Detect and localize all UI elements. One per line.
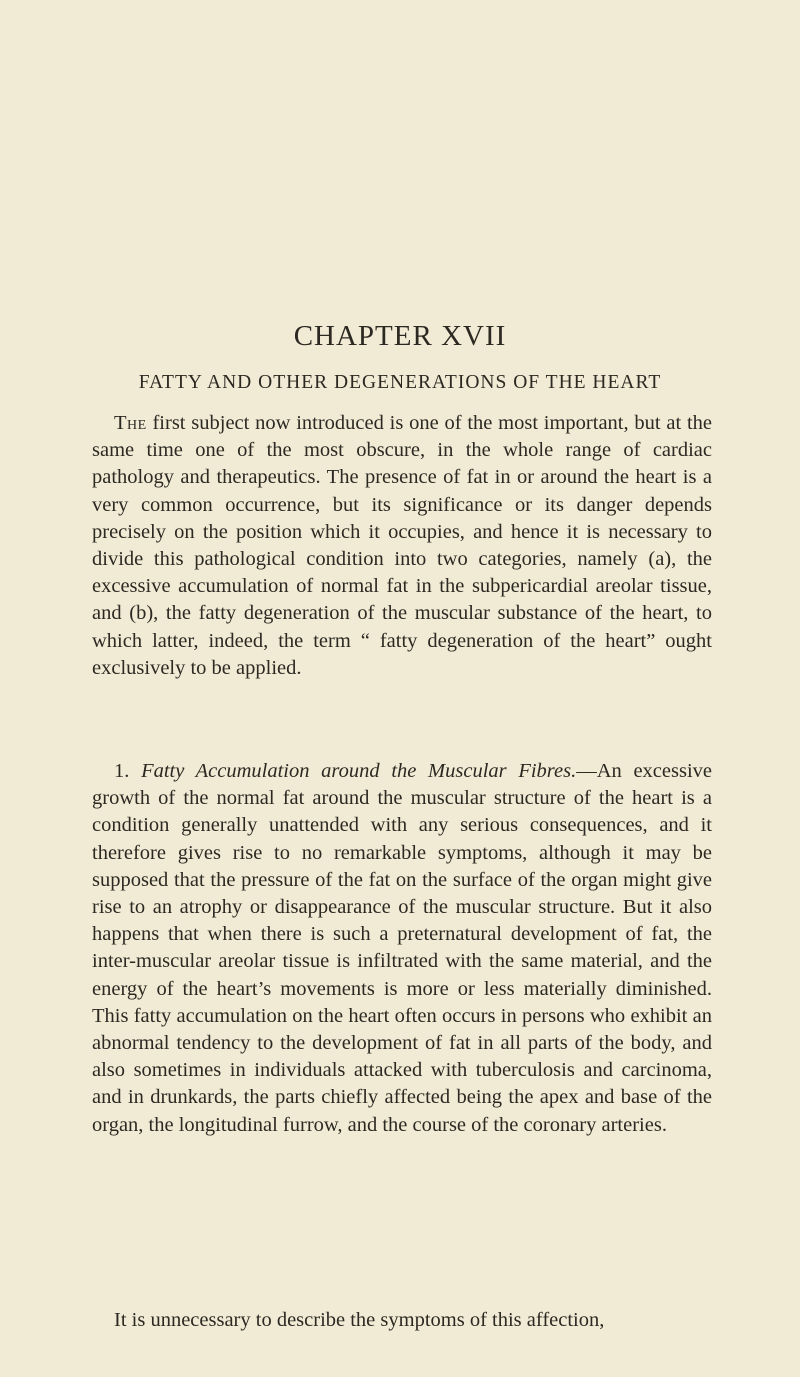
paragraph-continuation-text: It is unnecessary to describe the symptoms of this affection, (114, 1309, 605, 1331)
section-heading: Fatty Accumulation around the Muscular Fibres. (141, 760, 577, 782)
paragraph-lead-word: The (114, 412, 147, 434)
paragraph-continuation (92, 1307, 712, 1334)
paragraph-intro (92, 410, 712, 682)
paragraph-section-1 (92, 758, 712, 1139)
paragraph-intro-text: first subject now introduced is one of the most important, but at the same time one of the most obscure, in the whole range of cardiac pathology and therapeutics. The presence of fat in or around the heart is a very common occurrence, but its significance or its danger depends precisely on the position which it occupies, and hence it is necessary to divide this pathological condition into two categories, namely (a), the excessive accumulation of normal fat in the subpericardial areolar tissue, and (b), the fatty degeneration of the muscular substance of the heart, to which latter, indeed, the term “ fatty degeneration of the heart” ought exclusively to be applied. (92, 412, 712, 679)
section-number: 1. (114, 760, 130, 782)
section-1-text: —An excessive growth of the normal fat around the muscular structure of the heart is a condition generally unattended with any serious consequences, and it therefore gives rise to no remarkable symptoms, although it may be supposed that the pressure of the fat on the surface of the organ might give rise to an atrophy or disappearance of the muscular structure. But it also happens that when there is such a preternatural development of fat, the inter-muscular areolar tissue is infiltrated with the same material, and the energy of the heart’s movements is more or less materially diminished. This fatty accumulation on the heart often occurs in persons who exhibit an abnormal tendency to the development of fat in all parts of the body, and also sometimes in individuals attacked with tuberculosis and carcinoma, and in drunkards, the parts chiefly affected being the apex and base of the organ, the longitudinal furrow, and the course of the coronary arteries. (92, 760, 713, 1136)
chapter-heading: CHAPTER XVII (293, 320, 507, 352)
chapter-subheading: FATTY AND OTHER DEGENERATIONS OF THE HEART (138, 372, 662, 393)
